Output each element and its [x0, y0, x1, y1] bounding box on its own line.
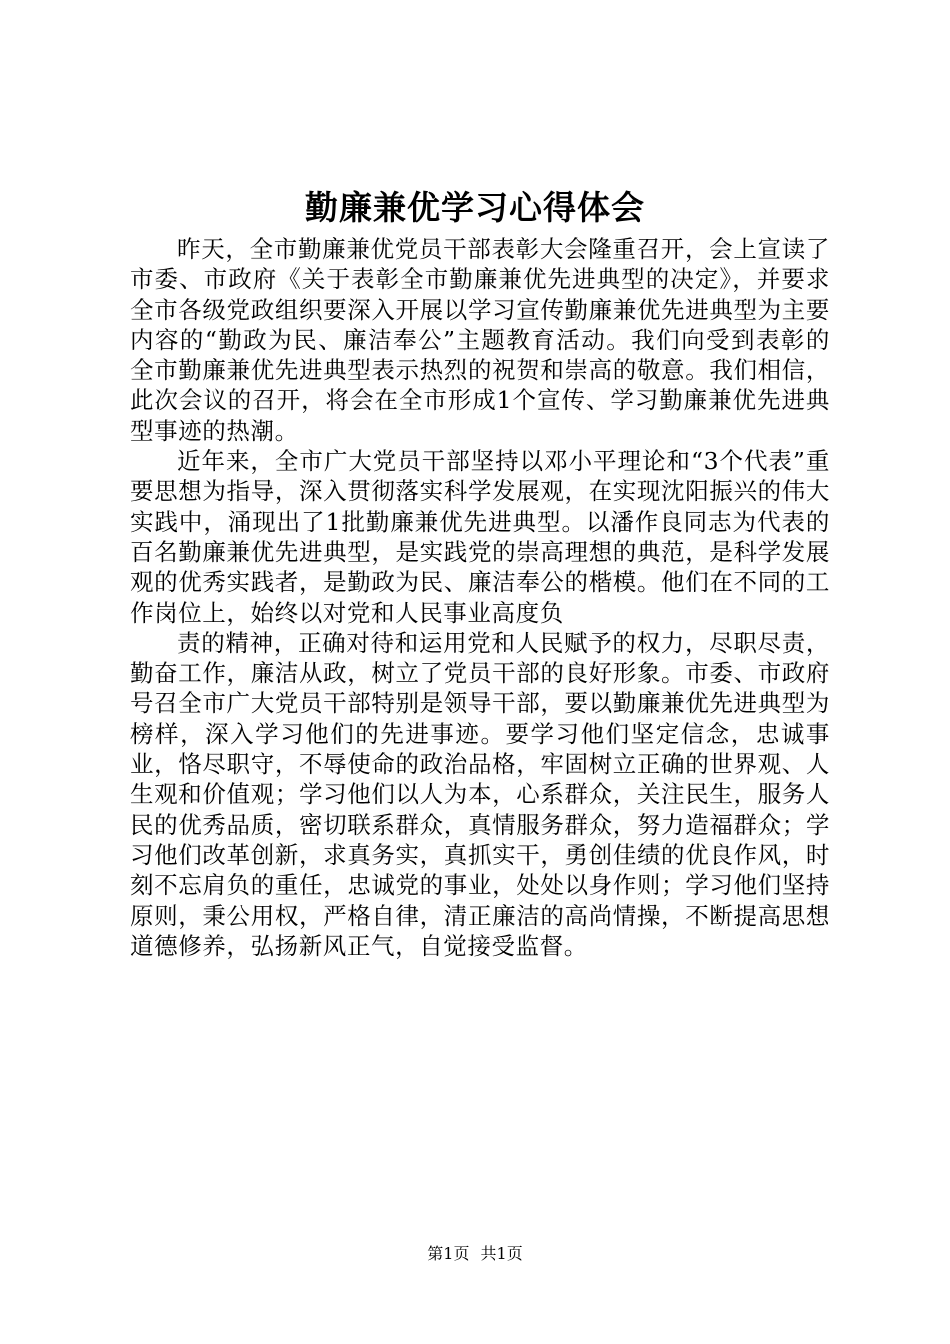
- page-number-total: 共1页: [480, 1244, 523, 1263]
- document-title: 勤廉兼优学习心得体会: [305, 188, 645, 227]
- page-number-current: 第1页: [427, 1244, 470, 1263]
- paragraph-3: 责的精神，正确对待和运用党和人民赋予的权力，尽职尽责，勤奋工作，廉洁从政，树立了党员干部的良好形象。市委、市政府号召全市广大党员干部特别是领导干部，要以勤廉兼优先进典型为榜样，深入学习他们的先进事迹。要学习他们坚定信念，忠诚事业，恪尽职守，不辱使命的政治品格，牢固树立正确的世界观、人生观和价值观；学习他们以人为本，心系群众，关注民生，服务人民的优秀品质，密切联系群众，真情服务群众，努力造福群众；学习他们改革创新，求真务实，真抓实干，勇创佳绩的优良作风，时刻不忘肩负的重任，忠诚党的事业，处处以身作则；学习他们坚持原则，秉公用权，严格自律，清正廉洁的高尚情操，不断提高思想道德修养，弘扬新风正气，自觉接受监督。: [130, 628, 830, 960]
- paragraph-1: 昨天，全市勤廉兼优党员干部表彰大会隆重召开，会上宣读了市委、市政府《关于表彰全市勤廉兼优先进典型的决定》，并要求全市各级党政组织要深入开展以学习宣传勤廉兼优先进典型为主要内容的“勤政为民、廉洁奉公”主题教育活动。我们向受到表彰的全市勤廉兼优先进典型表示热烈的祝贺和崇高的敬意。我们相信，此次会议的召开，将会在全市形成1个宣传、学习勤廉兼优先进典型事迹的热潮。: [130, 235, 830, 445]
- document-body: [130, 234, 830, 961]
- page-footer: [0, 1244, 950, 1264]
- paragraph-2: 近年来，全市广大党员干部坚持以邓小平理论和“3个代表”重要思想为指导，深入贯彻落实科学发展观，在实现沈阳振兴的伟大实践中，涌现出了1批勤廉兼优先进典型。以潘作良同志为代表的百名勤廉兼优先进典型，是实践党的崇高理想的典范，是科学发展观的优秀实践者，是勤政为民、廉洁奉公的楷模。他们在不同的工作岗位上，始终以对党和人民事业高度负: [130, 447, 830, 627]
